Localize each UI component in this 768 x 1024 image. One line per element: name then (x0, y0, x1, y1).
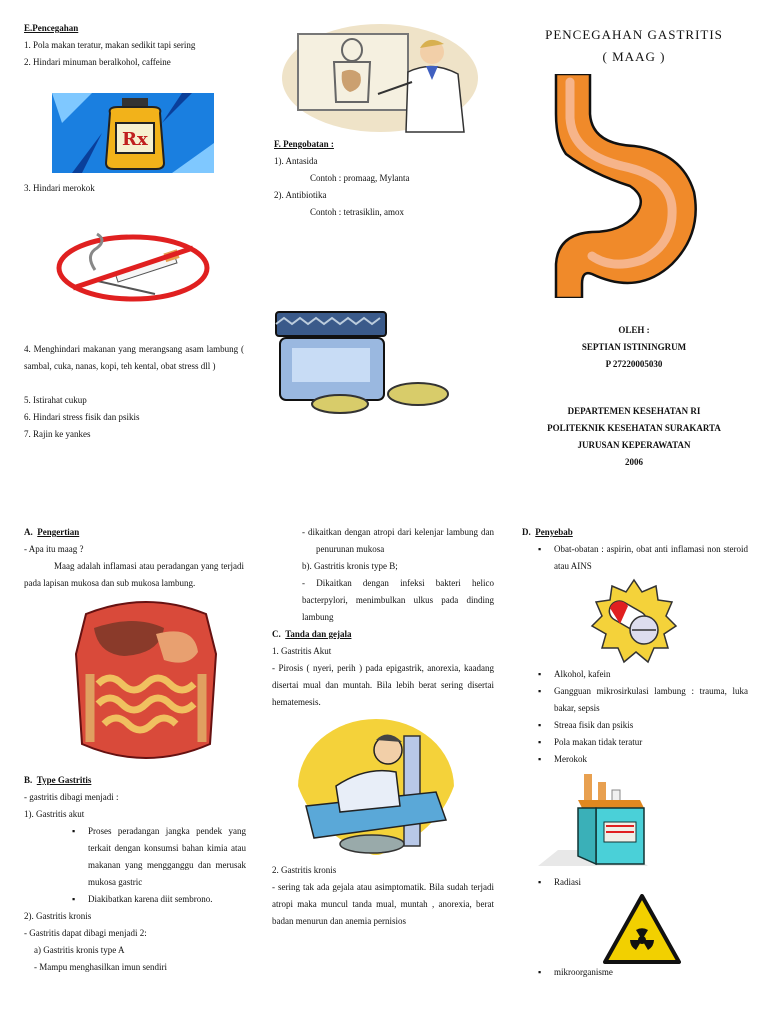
types-line-6: - Mampu menghasilkan imun sendiri (34, 962, 167, 972)
chronic-a-desc: - dikaitkan dengan atropi dari kelenjar lambung dan penurunan mukosa (302, 527, 494, 554)
prevention-paragraph: 4. Menghindari makanan yang merangsang asam lambung ( sambal, cuka, nanas, kopi, teh kental, obat stress dll ) (24, 344, 244, 371)
cause-stress: ▪ Streaa fisik dan psikis (536, 717, 748, 734)
cause-smoking: ▪ Merokok (536, 751, 748, 768)
treatment-line-3: 2). Antibiotika (274, 190, 327, 200)
institution-block (520, 403, 748, 471)
definition-question: - Apa itu maag ? (24, 544, 84, 554)
symptoms-acute-title: 1. Gastritis Akut (272, 646, 332, 656)
cause-microcirculation: ▪ Gangguan mikrosirkulasi lambung : trauma, luka bakar, sepsis (536, 683, 748, 717)
definition-section (24, 524, 244, 592)
causes-letter: D. (522, 527, 531, 537)
author-block (520, 322, 748, 373)
symptoms-chronic-desc: - sering tak ada gejala atau asimptomatik. Bila sudah terjadi atropi maka muncul tanda mual, muntah , anorexia, berat badan menurun dan anemia pernisios (272, 882, 494, 926)
digestive-organs-image (64, 594, 228, 768)
prevention-item-3: 3. Hindari merokok (24, 183, 95, 193)
stomach-image (552, 74, 702, 298)
types-line-3: 2). Gastritis kronis (24, 911, 92, 921)
medicine-jar-image (270, 308, 470, 420)
causes-title: Penyebab (535, 527, 573, 537)
symptoms-letter: C. (272, 629, 281, 639)
types-letter: B. (24, 775, 33, 785)
institution-poltek: POLITEKNIK KESEHATAN SURAKARTA (547, 423, 721, 433)
acute-item-1: ▪ Proses peradangan jangka pendek yang terkait dengan konsumsi bahan kimia atau makanan yang mengganggu dan merusak mukosa gastric (70, 823, 246, 891)
author-label: OLEH : (618, 325, 650, 335)
definition-title: Pengertian (37, 527, 80, 537)
prevention-more (24, 392, 244, 443)
prevention-item-7: 7. Rajin ke yankes (24, 429, 91, 439)
types-line-1: - gastritis dibagi menjadi : (24, 792, 119, 802)
chronic-b-title: b). Gastritis kronis type B; (302, 561, 398, 571)
causes-list-3-wrap (522, 874, 748, 891)
symptoms-acute-desc: - Pirosis ( nyeri, perih ) pada epigastrik, anorexia, kaadang disertai mual dan muntah. Bila lebih berat sering disertai hematemesis. (272, 663, 494, 707)
cause-alcohol: ▪ Alkohol, kafein (536, 666, 748, 683)
cause-microorganism: ▪ mikroorganisme (536, 964, 748, 981)
author-name: SEPTIAN ISTININGRUM (581, 342, 687, 352)
pills-image (590, 578, 678, 664)
treatment-heading: F. Pengobatan : (274, 139, 334, 149)
types-title: Type Gastritis (36, 775, 92, 785)
treatment-line-4: Contoh : tetrasiklin, amox (310, 207, 404, 217)
treatment-line-2: Contoh : promaag, Mylanta (310, 173, 410, 183)
cover-title-block (520, 24, 748, 68)
institution-dept: DEPARTEMEN KESEHATAN RI (567, 406, 701, 416)
causes-list-3 (536, 874, 748, 891)
chronic-b-desc: - Dikaitkan dengan infeksi bakteri helico bacterpylori, menimbulkan ulkus pada dinding lambung (302, 578, 494, 622)
prevention-item-2: 2. Hindari minuman beralkohol, caffeine (24, 57, 171, 67)
author-nim: P 27220005030 (605, 359, 663, 369)
causes-list-1 (536, 541, 748, 575)
cigarette-pack-image (538, 770, 648, 870)
symptoms-chronic-title: 2. Gastritis kronis (272, 865, 337, 875)
types-line-5: a) Gastritis kronis type A (34, 945, 125, 955)
types-line-4: - Gastritis dapat dibagi menjadi 2: (24, 928, 147, 938)
svg-text:Rx: Rx (122, 129, 148, 150)
prevention-item-6: 6. Hindari stress fisik dan psikis (24, 412, 140, 422)
causes-section (522, 524, 748, 575)
cover-title: PENCEGAHAN GASTRITIS (545, 27, 723, 42)
symptoms-chronic (272, 862, 494, 930)
acute-list (70, 823, 246, 908)
cover-subtitle: ( MAAG ) (602, 49, 666, 64)
treatment-section (274, 136, 494, 221)
no-smoking-image (55, 230, 211, 302)
doctor-image (282, 22, 478, 134)
radiation-warning-image (603, 894, 681, 964)
causes-list-2 (536, 666, 748, 768)
types-line-2: 1). Gastritis akut (24, 809, 85, 819)
cause-drugs: ▪ Obat-obatan : aspirin, obat anti inflamasi non steroid atau AINS (536, 541, 748, 575)
cause-eating-pattern: ▪ Pola makan tidak teratur (536, 734, 748, 751)
sick-patient-image (296, 716, 456, 858)
symptoms-title: Tanda dan gejala (285, 629, 352, 639)
prevention-section (24, 20, 254, 71)
causes-list-4-wrap (522, 964, 748, 981)
prevention-heading: E.Pencegahan (24, 23, 79, 33)
institution-jurusan: JURUSAN KEPERAWATAN (577, 440, 691, 450)
causes-list-2-wrap (522, 666, 748, 768)
acute-item-2: ▪ Diakibatkan karena diit sembrono. (70, 891, 246, 908)
types-section (24, 772, 246, 976)
cause-radiation: ▪ Radiasi (536, 874, 748, 891)
institution-year: 2006 (625, 457, 643, 467)
treatment-line-1: 1). Antasida (274, 156, 318, 166)
symptoms-section (272, 524, 494, 711)
alcohol-bottle-image (52, 93, 214, 173)
prevention-item-1: 1. Pola makan teratur, makan sedikit tapi sering (24, 40, 196, 50)
definition-text: Maag adalah inflamasi atau peradangan yang terjadi pada lapisan mukosa dan sub mukosa lambung. (24, 561, 244, 588)
definition-letter: A. (24, 527, 33, 537)
prevention-item-5: 5. Istirahat cukup (24, 395, 87, 405)
causes-list-4 (536, 964, 748, 981)
